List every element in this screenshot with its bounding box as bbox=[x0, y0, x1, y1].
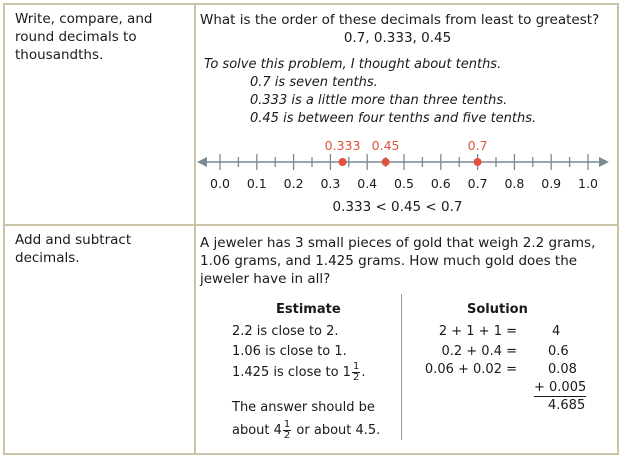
order-question: What is the order of these decimals from least to greatest? 0.7, 0.333, 0.45 bbox=[200, 12, 600, 46]
row-divider bbox=[5, 224, 617, 226]
solution-eq-3: 0.06 + 0.02 = bbox=[424, 362, 517, 377]
solution-val-4: + 0.005 bbox=[534, 380, 587, 395]
tick-label: 0.7 bbox=[467, 176, 488, 191]
tick-label: 0.6 bbox=[430, 176, 451, 191]
tick-label: 0.3 bbox=[320, 176, 341, 191]
explain-line-1: To solve this problem, I thought about tenths. bbox=[204, 57, 502, 72]
solution-heading: Solution bbox=[467, 302, 528, 317]
solution-val-1: 4 bbox=[552, 324, 561, 339]
number-line-point bbox=[382, 158, 390, 166]
solution-val-2: 0.6 bbox=[548, 344, 569, 359]
estimate-heading: Estimate bbox=[276, 302, 341, 317]
tick-label: 0.4 bbox=[357, 176, 378, 191]
estimate-line-2: 1.06 is close to 1. bbox=[232, 344, 347, 359]
fraction-one-half: $\frac{1}{2}$ bbox=[283, 419, 291, 441]
order-answer: 0.333 < 0.45 < 0.7 bbox=[332, 199, 463, 215]
solution-val-3: 0.08 bbox=[548, 362, 577, 377]
tick-label: 0.2 bbox=[283, 176, 304, 191]
arrow-left-icon bbox=[197, 157, 207, 167]
tick-label: 1.0 bbox=[578, 176, 598, 191]
objective-add-subtract: Add and subtract decimals. bbox=[15, 232, 132, 266]
point-label: 0.333 bbox=[324, 138, 361, 153]
jeweler-question: A jeweler has 3 small pieces of gold that weigh 2.2 grams, 1.06 grams, and 1.425 grams. How much gold does the jeweler have in all? bbox=[200, 235, 596, 287]
solution-total: 4.685 bbox=[548, 398, 586, 413]
estimate-line-4: The answer should be bbox=[232, 400, 375, 415]
tick-label: 0.9 bbox=[541, 176, 562, 191]
sum-line bbox=[534, 396, 586, 397]
estimate-line-5: about 4 $\frac{1}{2}$ or about 4.5. bbox=[232, 419, 381, 441]
explain-line-3: 0.333 is a little more than three tenths. bbox=[250, 93, 508, 108]
number-line-point bbox=[474, 158, 482, 166]
number-line-point bbox=[339, 158, 347, 166]
fraction-one-half: $\frac{1}{2}$ bbox=[352, 361, 360, 383]
objective-decimals: Write, compare, and round decimals to thousandths. bbox=[15, 11, 153, 63]
solution-eq-2: 0.2 + 0.4 = bbox=[441, 344, 517, 359]
number-line bbox=[195, 132, 615, 192]
arrow-right-icon bbox=[599, 157, 609, 167]
point-label: 0.45 bbox=[371, 138, 400, 153]
decimals-list: 0.7, 0.333, 0.45 bbox=[343, 30, 452, 46]
tick-label: 0.0 bbox=[210, 176, 230, 191]
point-label: 0.7 bbox=[467, 138, 488, 153]
estimate-line-3: 1.425 is close to 1 $\frac{1}{2}$ . bbox=[232, 361, 366, 383]
estimate-line-1: 2.2 is close to 2. bbox=[232, 324, 339, 339]
explain-line-2: 0.7 is seven tenths. bbox=[250, 75, 378, 90]
tick-label: 0.8 bbox=[504, 176, 525, 191]
explain-line-4: 0.45 is between four tenths and five tenths. bbox=[250, 111, 537, 126]
column-divider bbox=[194, 5, 196, 453]
tick-label: 0.5 bbox=[394, 176, 414, 191]
tick-label: 0.1 bbox=[246, 176, 267, 191]
solution-eq-1: 2 + 1 + 1 = bbox=[438, 324, 517, 339]
